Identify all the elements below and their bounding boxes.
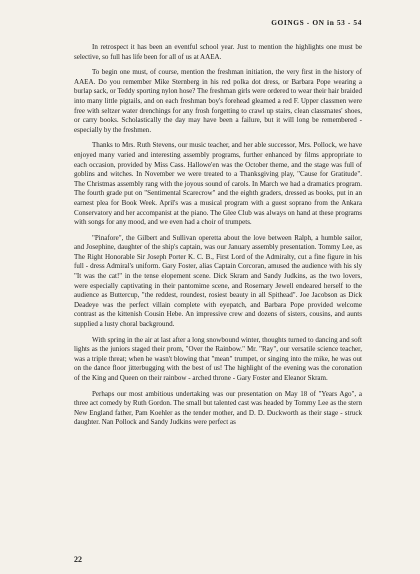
paragraph-prom: With spring in the air at last after a long snowbound winter, thoughts turned to dancing and soft lights as the juniors staged their prom, "Over the Rainbow." Mr. "Ray", our versatile science teacher, was a triple threat; when he wasn't blowing that "mean" trumpet, or singing into the mike, he was out on the dance floor jitterbugging with the best of us! The highlight of the evening was the coronation of the King and Queen on their rainbow - arched throne - Gary Foster and Eleanor Skram. [74, 335, 362, 382]
paragraph-years-ago: Perhaps our most ambitious undertaking was our presentation on May 18 of "Years Ago", a three act comedy by Ruth Gordon. The small but talented cast was headed by Tommy Lee as the stern New England father, Pam Koehler as the tender mother, and D. D. Duckworth as their stage - struck daughter. Nan Pollock and Sandy Judkins were perfect as [74, 389, 362, 427]
page-number: 22 [74, 555, 82, 564]
paragraph-pinafore: "Pinafore", the Gilbert and Sullivan operetta about the love between Ralph, a humble sailor, and Josephine, daughter of the ship's captain, was our January assembly presentation. Tommy Lee, as The Right Honorable Sir Joseph Porter K. C. B., First Lord of the Admiralty, cut a fine figure in his full - dress Admiral's uniform. Gary Foster, alias Captain Corcoran, amused the audience with his sly "It was the cat!" in the tense elopement scene. Dick Skram and Sandy Judkins, as the two lovers, were especially captivating in their pantomime scene, and Rosemary Jewell endeared herself to the audience as Buttercup, "the reddest, roundest, rosiest beauty in all Spithead". Joe Jacobson as Dick Deadeye was the perfect villain complete with eyepatch, and Barbara Pope provided welcome contrast as the kittenish Cousin Hebe. An impressive crew and dozens of sisters, cousins, and aunts supplied a lusty choral background. [74, 233, 362, 329]
paragraph-initiation: To begin one must, of course, mention the freshman initiation, the very first in the history of AAEA. Do you remember Mike Sternberg in his red polka dot dress, or Barbara Pope wearing a burlap sack, or Teddy sporting nylon hose? The freshman girls were ordered to wear their hair braided into many little pigtails, and on each freshman boy's forehead gleamed a red F. Upper classmen were free with seltzer water drenchings for any frosh forgetting to crawl up stairs, clean classmates' shoes, or carry books. Scholastically the day may have been a failure, but it will long be remembered - especially by the freshmen. [74, 68, 362, 134]
running-header: GOINGS - ON in 53 - 54 [271, 18, 362, 27]
paragraph-assemblies: Thanks to Mrs. Ruth Stevens, our music teacher, and her able successor, Mrs. Pollock, we have enjoyed many varied and interesting assembly programs, further enhanced by films appropriate to each occasion, provided by Miss Cass. Hallowe'en was the October theme, and the stage was full of goblins and witches. In November we were treated to a Thanksgiving play, "Cause for Gratitude". The Christmas assembly rang with the joyous sound of carols. In March we had a dramatics program. The fourth grade put on "Sentimental Scarecrow" and the eighth graders, dressed as books, put in an earnest plea for Book Week. April's was a musical program with a guest soprano from the Ankara Conservatory and her accompanist at the piano. The Glee Club was always on hand at these programs with songs for any mood, and we even had a choir of trumpets. [74, 141, 362, 227]
paragraph-intro: In retrospect it has been an eventful school year. Just to mention the highlights one must be selective, so full has life been for all of us at AAEA. [74, 43, 362, 61]
